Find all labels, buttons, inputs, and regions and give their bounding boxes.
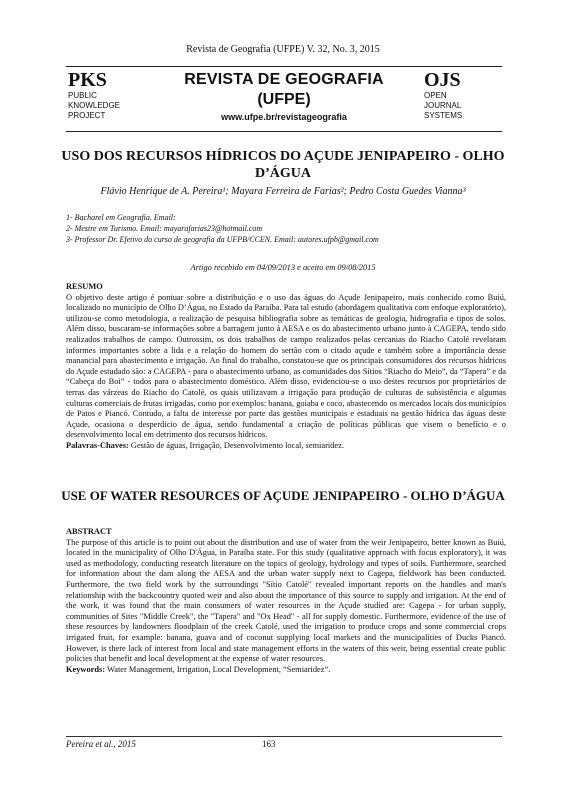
- masthead-bottom-rule: [66, 131, 502, 132]
- resumo-heading: RESUMO: [66, 282, 103, 291]
- ojs-line: OPEN: [424, 91, 447, 100]
- resumo-section: [66, 282, 506, 452]
- submission-dates: Artigo recebido em 04/09/2013 e aceito em 09/08/2015: [190, 263, 376, 272]
- keywords: [66, 665, 506, 676]
- pkp-logo: [68, 69, 138, 121]
- masthead-top-rule: [66, 66, 502, 67]
- ojs-line: SYSTEMS: [424, 111, 463, 120]
- pkp-acronym: PKS: [68, 69, 107, 91]
- page-number: 163: [262, 739, 276, 749]
- affiliations: [66, 212, 502, 245]
- resumo-body: O objetivo deste artigo é pontuar sobre a distribuição e o uso das águas do Açude Jenipapeiro, mais conhecido como Buiú, localizado no município de Olho D’Água, no Estado da Paraíba. Para tal estudo (abordagem qualitativa com enfoque exploratório), utilizou-se como metodologia, a realização de pesquisa bibliografia sobre as temáticas de geologia, hidrografia e tipos de solos. Além disso, buscaram-se informações sobre a barragem junto à AESA e os do abastecimento urbano junto à CAGEPA, tendo sido realizados trabalhos de campo. Outrossim, os dois trabalhos de campo realizados pelas cercanias do Riacho Catolé revelaram informes importantes sobre a lida e a relação do homem do sertão com o citado açude e também sobre a importância desse manancial para abastecimento e irrigação. Ao final do trabalho, constatou-se que os principais consumidores dos recursos hídricos do Açude estudado são: a CAGEPA - para o abastecimento urbano, as comunidades dos Sítios “Riacho do Meio”, da “Tapera” e da “Cabeça do Boi” - todos para o abastecimento doméstico. Além disso, evidenciou-se o uso destes recursos por proprietários de terras das várzeas do Riacho do Catolé, os quais utilizavam a irrigação para produção de culturas de subsistência e algumas culturas comerciais de frutas irrigadas, como por exemplos: banana, goiaba e coco, abastecendo os mercados locais dos municípios de Patos e Piancó. Contudo, a falta de interesse por parte das gestões municipais e estaduais na gestão hídrica das águas deste Açude, ocasiona o desperdício de água, sendo fundamental a criação de políticas públicas que visem o benefício e o desenvolvimento local em detrimento dos recursos hídricos.: [66, 292, 507, 440]
- keywords-text: Water Management, Irrigation, Local Development, “Semiaridez”.: [107, 664, 331, 674]
- journal-url[interactable]: www.ufpe.br/revistageografia: [221, 112, 347, 122]
- palavras-chaves-text: Gestão de águas, Irrigação, Desenvolvimento local, semiaridez.: [130, 440, 344, 450]
- keywords-label: Keywords:: [66, 664, 106, 674]
- pkp-line: PROJECT: [68, 111, 106, 120]
- affiliation-item: 2- Mestre em Turismo. Email: mayarafarias23@hotmail.com: [66, 224, 263, 233]
- ojs-logo: [424, 69, 490, 121]
- footer-citation: Pereira et al., 2015: [66, 739, 136, 749]
- article-title-english: USE OF WATER RESOURCES OF AÇUDE JENIPAPEIRO - OLHO D’ÁGUA: [61, 488, 505, 503]
- abstract-section: [66, 527, 506, 675]
- abstract-heading: ABSTRACT: [66, 527, 112, 536]
- palavras-chaves-label: Palavras-Chaves:: [66, 440, 129, 450]
- journal-title-line1: REVISTA DE GEOGRAFIA: [184, 71, 384, 88]
- journal-masthead: [66, 66, 502, 132]
- journal-logo: [176, 70, 392, 124]
- ojs-acronym: OJS: [424, 69, 461, 91]
- affiliation-item: 3- Professor Dr. Efetivo do curso de geografia da UFPB/CCEN. Email: autores.ufpb@gmail.com: [66, 235, 379, 244]
- palavras-chaves: [66, 441, 506, 452]
- running-header: Revista de Geografia (UFPE) V. 32, No. 3, 2015: [186, 44, 380, 55]
- pkp-line: KNOWLEDGE: [68, 101, 121, 110]
- footer-rule: [66, 736, 502, 737]
- journal-title-line2: (UFPE): [257, 91, 311, 108]
- author-list: Flávio Henrique de A. Pereira¹; Mayara Ferreira de Farias²; Pedro Costa Guedes Vianna³: [100, 186, 466, 197]
- affiliation-item: 1- Bacharel em Geografia. Email:: [66, 213, 176, 222]
- pkp-line: PUBLIC: [68, 91, 97, 100]
- article-title-portuguese: USO DOS RECURSOS HÍDRICOS DO AÇUDE JENIPAPEIRO - OLHO D’ÁGUA: [61, 149, 505, 181]
- page-footer: [66, 736, 502, 754]
- ojs-line: JOURNAL: [424, 101, 462, 110]
- abstract-body: The purpose of this article is to point out about the distribution and use of water from the weir Jenipapeiro, better known as Buiú, located in the municipality of Olho D'Água, in Paraíba state. For this study (qualitative approach with focus exploratory), it was used as methodology, conducting research literature on the topics of geology, hydrology and types of soils. Furthermore, searched for information about the dam along the AESA and the urban water supply next to Cagepa, fieldwork has been conducted. Furthermore, the two field work by the surroundings "Sítio Catolé" revealed important reports on the handles and man's relationship with the backcountry quoted weir and also about the importance of this source to supply and irrigation. At the end of the work, it was found that the main consumers of water resources in the Açude studied are: Cagepa - for urban supply, communities of Sites "Middle Creek", the "Tapera" and "Ox Head" - all for supply domestic. Furthermore, evidence of the use of these resources by landowners floodplain of the creek Catolé, used the irrigation to produce crops and some commercial crops irrigated fruit, for example: banana, guava and of coconut supplying local markets and the municipalities of Ducks Piancó. However, is there lack of interest from local and state management efforts in the waters of this weir, being essential create public policies that benefit and local development at the expense of water resources.: [66, 537, 506, 664]
